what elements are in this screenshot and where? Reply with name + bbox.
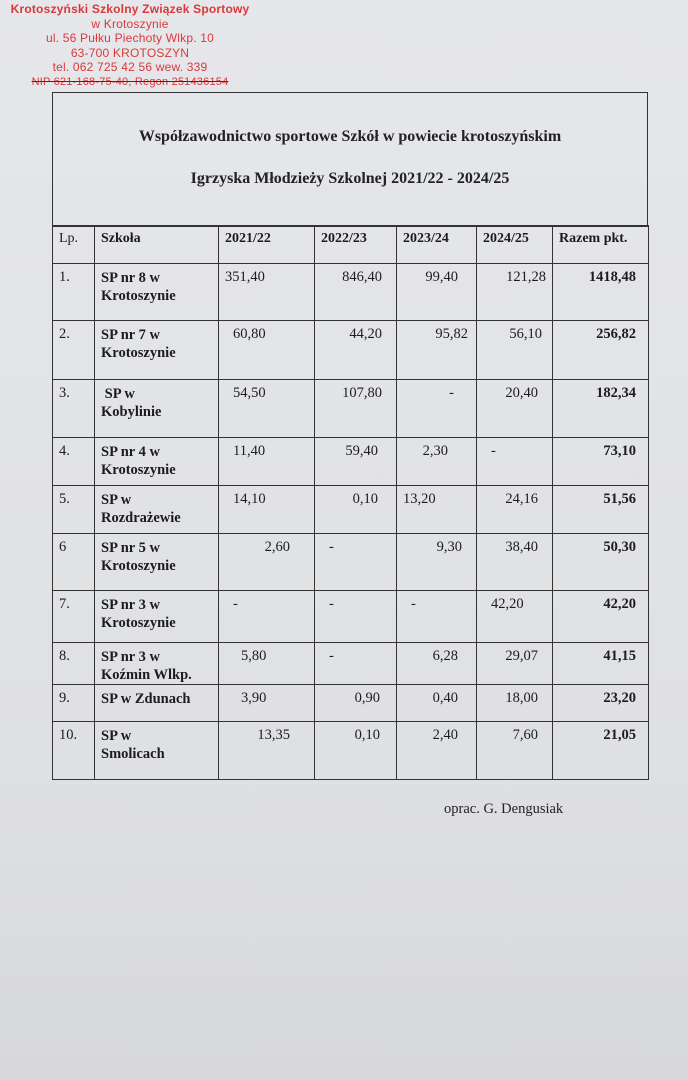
cell-lp: 3. <box>53 380 95 438</box>
cell-season-1: 11,40 <box>219 438 315 486</box>
table-row <box>53 486 649 534</box>
stamp-line-nip: NIP 621-168-75-40, Regon 251436154 <box>31 75 229 88</box>
school-name-line1: SP nr 7 w <box>101 327 160 343</box>
cell-total: 41,15 <box>553 643 649 685</box>
school-name-line2: Krotoszynie <box>101 462 176 478</box>
school-name-line1: SP nr 3 w <box>101 597 160 613</box>
cell-season-2: - <box>315 534 397 591</box>
table-row <box>53 591 649 643</box>
cell-lp: 4. <box>53 438 95 486</box>
cell-lp: 10. <box>53 722 95 780</box>
cell-season-2: 0,10 <box>315 722 397 780</box>
cell-school <box>95 264 219 321</box>
cell-season-3: 2,40 <box>397 722 477 780</box>
cell-season-2: 107,80 <box>315 380 397 438</box>
cell-season-3: - <box>397 380 477 438</box>
cell-school <box>95 534 219 591</box>
cell-season-2: 59,40 <box>315 438 397 486</box>
table-row <box>53 722 649 780</box>
school-name-line1: SP w <box>101 386 135 402</box>
school-name-line2: Krotoszynie <box>101 345 176 361</box>
title-frame <box>52 92 648 227</box>
cell-school <box>95 685 219 722</box>
school-name-line1: SP nr 5 w <box>101 540 160 556</box>
header-2023-24: 2023/24 <box>397 226 477 264</box>
cell-lp: 6 <box>53 534 95 591</box>
stamp-line-postcode: 63-700 KROTOSZYN <box>70 45 190 60</box>
cell-season-4: 121,28 <box>477 264 553 321</box>
cell-season-3: 99,40 <box>397 264 477 321</box>
cell-school <box>95 438 219 486</box>
cell-total: 73,10 <box>553 438 649 486</box>
cell-school <box>95 591 219 643</box>
school-name-line2: Koźmin Wlkp. <box>101 667 192 683</box>
cell-season-4: 38,40 <box>477 534 553 591</box>
header-2022-23: 2022/23 <box>315 226 397 264</box>
cell-school <box>95 643 219 685</box>
document-title: Współzawodnictwo sportowe Szkół w powiecie krotoszyńskim <box>138 128 562 145</box>
school-name-line2: Krotoszynie <box>101 615 176 631</box>
table-row <box>53 321 649 380</box>
header-lp: Lp. <box>53 226 95 264</box>
header-2024-25: 2024/25 <box>477 226 553 264</box>
cell-season-4: 18,00 <box>477 685 553 722</box>
cell-season-2: - <box>315 643 397 685</box>
cell-total: 256,82 <box>553 321 649 380</box>
author-note: oprac. G. Dengusiak <box>444 801 564 817</box>
cell-season-1: 60,80 <box>219 321 315 380</box>
school-name-line1: SP w <box>101 492 132 508</box>
cell-total: 51,56 <box>553 486 649 534</box>
table-row <box>53 264 649 321</box>
cell-season-3: 95,82 <box>397 321 477 380</box>
school-name-line1: SP w Zdunach <box>101 691 191 707</box>
school-name-line1: SP nr 4 w <box>101 444 160 460</box>
cell-season-4: 29,07 <box>477 643 553 685</box>
cell-total: 42,20 <box>553 591 649 643</box>
organization-stamp <box>10 2 250 89</box>
cell-season-2: 0,90 <box>315 685 397 722</box>
document-subtitle: Igrzyska Młodzieży Szkolnej 2021/22 - 2024/25 <box>190 170 510 187</box>
cell-season-4: 20,40 <box>477 380 553 438</box>
cell-season-3: - <box>397 591 477 643</box>
table-row <box>53 438 649 486</box>
cell-season-3: 6,28 <box>397 643 477 685</box>
cell-school <box>95 321 219 380</box>
school-name-line2: Rozdrażewie <box>101 510 181 526</box>
school-name-line1: SP w <box>101 728 132 744</box>
cell-season-2: 0,10 <box>315 486 397 534</box>
cell-season-4: 56,10 <box>477 321 553 380</box>
cell-season-3: 2,30 <box>397 438 477 486</box>
cell-lp: 5. <box>53 486 95 534</box>
header-school: Szkoła <box>95 226 219 264</box>
cell-lp: 8. <box>53 643 95 685</box>
cell-season-1: 3,90 <box>219 685 315 722</box>
cell-season-1: 2,60 <box>219 534 315 591</box>
cell-season-3: 9,30 <box>397 534 477 591</box>
cell-school <box>95 380 219 438</box>
stamp-line-phone: tel. 062 725 42 56 wew. 339 <box>52 60 208 74</box>
cell-season-4: 24,16 <box>477 486 553 534</box>
cell-total: 21,05 <box>553 722 649 780</box>
cell-season-2: - <box>315 591 397 643</box>
school-name-line2: Krotoszynie <box>101 288 176 304</box>
cell-total: 50,30 <box>553 534 649 591</box>
cell-season-2: 846,40 <box>315 264 397 321</box>
cell-school <box>95 722 219 780</box>
header-2021-22: 2021/22 <box>219 226 315 264</box>
cell-lp: 1. <box>53 264 95 321</box>
table-header-row <box>53 226 649 264</box>
cell-season-4: - <box>477 438 553 486</box>
table-row <box>53 534 649 591</box>
cell-season-1: 351,40 <box>219 264 315 321</box>
school-name-line2: Kobylinie <box>101 404 162 420</box>
cell-season-3: 0,40 <box>397 685 477 722</box>
table-row <box>53 380 649 438</box>
stamp-line-organization: Krotoszyński Szkolny Związek Sportowy <box>10 2 250 16</box>
table-row <box>53 685 649 722</box>
school-name-line1: SP nr 3 w <box>101 649 160 665</box>
cell-season-4: 42,20 <box>477 591 553 643</box>
school-name-line1: SP nr 8 w <box>101 270 160 286</box>
cell-total: 23,20 <box>553 685 649 722</box>
stamp-line-city: w Krotoszynie <box>91 16 169 31</box>
stamp-line-street: ul. 56 Pułku Piechoty Wlkp. 10 <box>45 31 215 45</box>
cell-total: 1418,48 <box>553 264 649 321</box>
cell-lp: 2. <box>53 321 95 380</box>
table-row <box>53 643 649 685</box>
school-name-line2: Krotoszynie <box>101 558 176 574</box>
results-table <box>52 225 649 780</box>
cell-season-1: - <box>219 591 315 643</box>
cell-season-1: 5,80 <box>219 643 315 685</box>
cell-season-4: 7,60 <box>477 722 553 780</box>
header-total: Razem pkt. <box>553 226 649 264</box>
cell-lp: 7. <box>53 591 95 643</box>
school-name-line2: Smolicach <box>101 746 165 762</box>
cell-lp: 9. <box>53 685 95 722</box>
cell-total: 182,34 <box>553 380 649 438</box>
cell-season-2: 44,20 <box>315 321 397 380</box>
cell-season-1: 14,10 <box>219 486 315 534</box>
cell-school <box>95 486 219 534</box>
cell-season-1: 54,50 <box>219 380 315 438</box>
cell-season-3: 13,20 <box>397 486 477 534</box>
cell-season-1: 13,35 <box>219 722 315 780</box>
